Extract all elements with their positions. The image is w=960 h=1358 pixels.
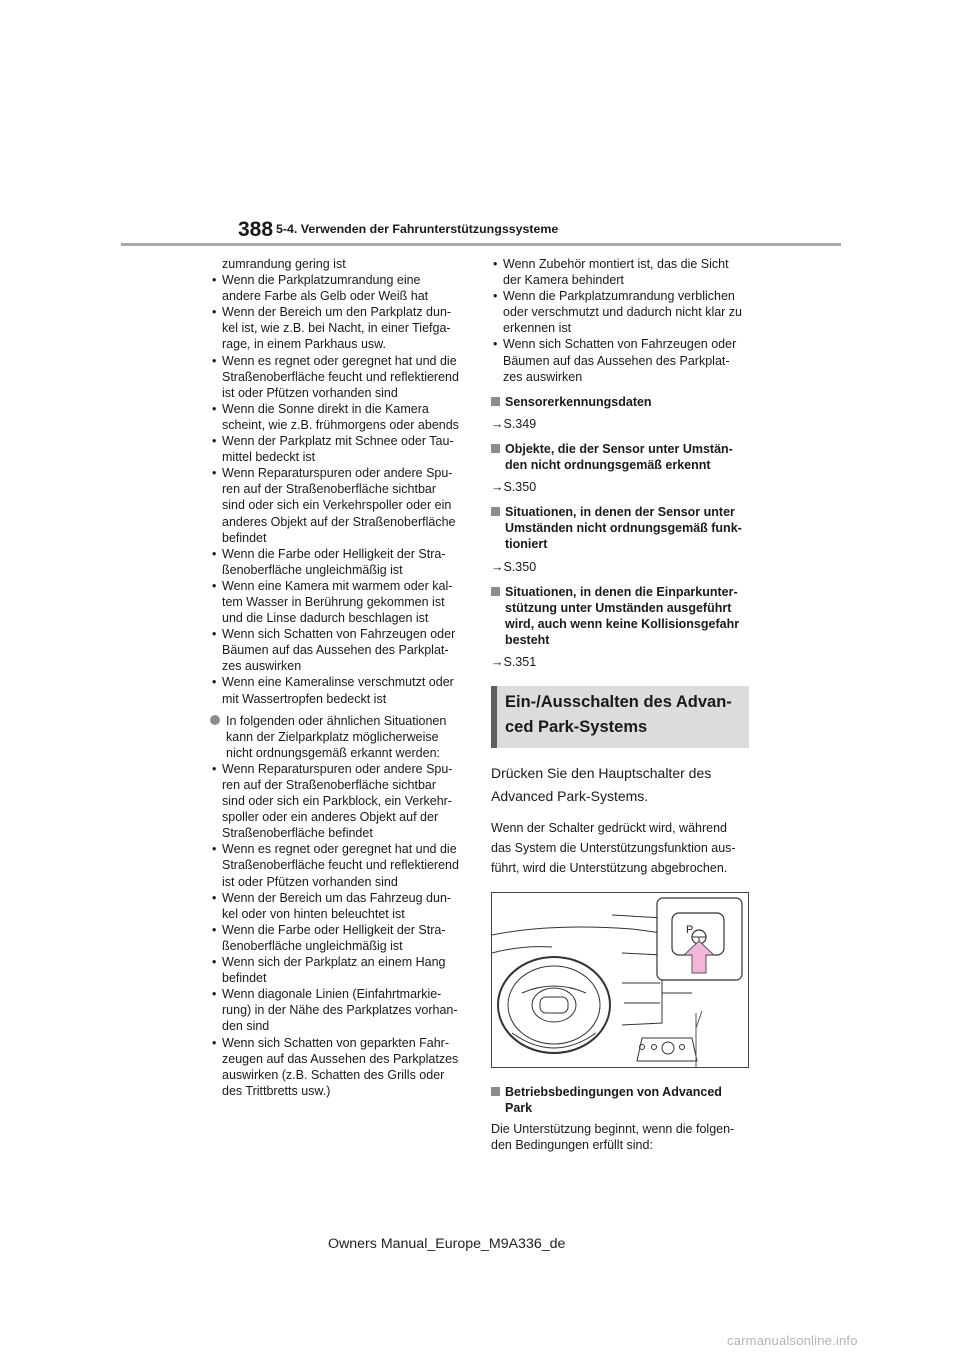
- bullet-item-continuation: ren auf der Straßenoberfläche sichtbar: [222, 482, 437, 497]
- bullet-item-continuation: kel ist, wie z.B. bei Nacht, in einer Tiefga-: [222, 321, 451, 336]
- right-column: [491, 256, 753, 1153]
- reference-heading: [491, 394, 753, 410]
- bullet-item: • Wenn Reparaturspuren oder andere Spu-: [210, 465, 472, 481]
- square-bullet-icon: [491, 507, 500, 516]
- bullet-item-continuation: der Kamera behindert: [503, 273, 624, 288]
- bullet-list-b: [210, 761, 472, 1099]
- bullet-item-continuation: auswirken (z.B. Schatten des Grills oder: [222, 1067, 445, 1082]
- square-bullet-icon: [491, 1087, 500, 1096]
- bullet-item: • Wenn eine Kameralinse verschmutzt oder: [210, 674, 472, 690]
- bullet-item: • Wenn diagonale Linien (Einfahrtmarkie-: [210, 986, 472, 1002]
- dashboard-illustration: [491, 892, 749, 1068]
- reference-heading-line: besteht: [505, 632, 550, 647]
- reference-heading-line: wird, auch wenn keine Kollisionsgefahr: [505, 616, 740, 631]
- bullet-item-continuation: mittel bedeckt ist: [222, 450, 316, 465]
- bullet-item: • Wenn eine Kamera mit warmem oder kal-: [210, 578, 472, 594]
- bullet-item-continuation: Straßenoberfläche feucht und reflektierend: [222, 369, 459, 384]
- bullet-item: • Wenn sich Schatten von geparkten Fahr-: [210, 1035, 472, 1051]
- bullet-list-a: [210, 272, 472, 707]
- bullet-item-continuation: zeugen auf das Aussehen des Parkplatzes: [222, 1051, 459, 1066]
- operating-conditions-heading: [491, 1084, 753, 1116]
- circle-bullet-icon: [210, 715, 220, 725]
- bullet-item: • Wenn die Parkplatzumrandung eine: [210, 272, 472, 288]
- square-bullet-icon: [491, 397, 500, 406]
- bullet-item-continuation: ßenoberfläche ungleichmäßig ist: [222, 562, 403, 577]
- bullet-item-continuation: ist oder Pfützen vorhanden sind: [222, 385, 398, 400]
- bullet-item-continuation: tem Wasser in Berührung gekommen ist: [222, 594, 445, 609]
- operating-text-line-2: den Bedingungen erfüllt sind:: [491, 1137, 653, 1152]
- bullet-item: • Wenn Reparaturspuren oder andere Spu-: [210, 761, 472, 777]
- bullet-item-continuation: zes auswirken: [222, 659, 302, 674]
- reference-heading: [491, 584, 753, 648]
- reference-heading-line: Sensorerkennungsdaten: [505, 394, 652, 409]
- dashboard-drawing: [492, 893, 748, 1067]
- footer-manual-id: Owners Manual_Europe_M9A336_de: [328, 1236, 566, 1252]
- bullet-item-continuation: scheint, wie z.B. frühmorgens oder abends: [222, 417, 459, 432]
- circle-item: [210, 713, 472, 761]
- left-column: [210, 256, 472, 1099]
- bullet-item: • Wenn es regnet oder geregnet hat und die: [210, 841, 472, 857]
- note-line-2: das System die Unterstützungsfunktion aus-: [491, 841, 736, 856]
- watermark: carmanualsonline.info: [727, 1333, 858, 1348]
- reference-heading-line: Situationen, in denen die Einparkunter-: [505, 584, 738, 599]
- step-line-2: Advanced Park-Systems.: [491, 788, 649, 805]
- reference-heading-line: tioniert: [505, 537, 548, 552]
- reference-heading: [491, 441, 753, 473]
- note-line-3: führt, wird die Unterstützung abgebrochen.: [491, 861, 728, 876]
- reference-heading-line: Situationen, in denen der Sensor unter: [505, 505, 735, 520]
- note-line-1: Wenn der Schalter gedrückt wird, während: [491, 821, 727, 836]
- bullet-item: • Wenn die Farbe oder Helligkeit der Stra-: [210, 922, 472, 938]
- intro-line: zumrandung gering ist: [222, 257, 346, 271]
- bullet-item: • Wenn der Parkplatz mit Schnee oder Tau-: [210, 433, 472, 449]
- bullet-item-continuation: befindet: [222, 530, 267, 545]
- reference-heading-line: den nicht ordnungsgemäß erkennt: [505, 458, 711, 473]
- bullet-item-continuation: Straßenoberfläche feucht und reflektierend: [222, 858, 459, 873]
- header-rule: [121, 243, 841, 246]
- bullet-item-continuation: befindet: [222, 971, 267, 986]
- circle-item-line: In folgenden oder ähnlichen Situationen: [226, 713, 447, 728]
- reference-heading: [491, 504, 753, 552]
- bullet-item-continuation: sind oder sich ein Verkehrspoller oder ein: [222, 498, 452, 513]
- bullet-item-continuation: rung) in der Nähe des Parkplatzes vorhan-: [222, 1003, 458, 1018]
- bullet-item-continuation: ren auf der Straßenoberfläche sichtbar: [222, 778, 437, 792]
- operating-text-line-1: Die Unterstützung beginnt, wenn die folgen-: [491, 1122, 735, 1137]
- page-reference-link[interactable]: →S.351: [491, 654, 537, 669]
- bullet-item-continuation: zes auswirken: [503, 369, 583, 384]
- page-number: 388: [238, 218, 274, 241]
- bullet-item-continuation: ist oder Pfützen vorhanden sind: [222, 874, 398, 889]
- bullet-item: • Wenn die Farbe oder Helligkeit der Stra-: [210, 546, 472, 562]
- section-heading-box: [491, 686, 749, 748]
- page-reference-link[interactable]: →S.350: [491, 559, 537, 574]
- bullet-item: • Wenn der Bereich um das Fahrzeug dun-: [210, 890, 472, 906]
- bullet-item-continuation: kel oder von hinten beleuchtet ist: [222, 906, 405, 921]
- bullet-list-right: [491, 256, 753, 385]
- chapter-title: 5-4. Verwenden der Fahrunterstützungssysteme: [276, 222, 559, 236]
- bullet-item-continuation: Bäumen auf das Aussehen des Parkplat-: [503, 353, 730, 368]
- section-title-line-2: ced Park-Systems: [505, 718, 648, 737]
- operating-heading-line-2: Park: [505, 1101, 533, 1116]
- bullet-item-continuation: und die Linse dadurch beschlagen ist: [222, 611, 429, 626]
- note-paragraph: [491, 818, 753, 878]
- bullet-item-continuation: anderes Objekt auf der Straßenoberfläche: [222, 514, 456, 529]
- reference-list: [491, 394, 753, 670]
- square-bullet-icon: [491, 587, 500, 596]
- bullet-item: • Wenn Zubehör montiert ist, das die Sicht: [491, 256, 753, 272]
- step-instruction: [491, 762, 753, 808]
- bullet-item: • Wenn die Parkplatzumrandung verblichen: [491, 288, 753, 304]
- section-title-line-1: Ein-/Ausschalten des Advan-: [505, 693, 732, 712]
- bullet-item-continuation: andere Farbe als Gelb oder Weiß hat: [222, 289, 429, 304]
- reference-heading-line: Umständen nicht ordnungsgemäß funk-: [505, 521, 742, 536]
- bullet-item-continuation: Straßenoberfläche befindet: [222, 826, 373, 841]
- bullet-item: • Wenn sich der Parkplatz an einem Hang: [210, 954, 472, 970]
- operating-heading-line-1: Betriebsbedingungen von Advanced: [505, 1085, 722, 1100]
- square-bullet-icon: [491, 444, 500, 453]
- bullet-item: • Wenn sich Schatten von Fahrzeugen oder: [491, 336, 753, 352]
- operating-conditions-text: [491, 1122, 753, 1153]
- bullet-item-continuation: Bäumen auf das Aussehen des Parkplat-: [222, 643, 449, 658]
- circle-item-line: nicht ordnungsgemäß erkannt werden:: [226, 745, 441, 760]
- bullet-item: • Wenn der Bereich um den Parkplatz dun-: [210, 304, 472, 320]
- bullet-item: • Wenn sich Schatten von Fahrzeugen oder: [210, 626, 472, 642]
- bullet-item-continuation: mit Wassertropfen bedeckt ist: [222, 691, 387, 706]
- page-reference-link[interactable]: →S.350: [491, 480, 537, 495]
- circle-item-text: [226, 713, 472, 761]
- bullet-item-continuation: des Trittbretts usw.): [222, 1083, 331, 1098]
- park-switch-label: P: [686, 924, 694, 937]
- page-reference-link[interactable]: →S.349: [491, 416, 537, 431]
- circle-item-line: kann der Zielparkplatz möglicherweise: [226, 729, 439, 744]
- bullet-item-continuation: den sind: [222, 1019, 270, 1034]
- bullet-item-continuation: oder verschmutzt und dadurch nicht klar zu: [503, 305, 743, 320]
- reference-heading-line: Objekte, die der Sensor unter Umstän-: [505, 441, 733, 456]
- bullet-item-continuation: erkennen ist: [503, 321, 572, 336]
- bullet-item-continuation: sind oder sich ein Parkblock, ein Verkehr-: [222, 794, 452, 809]
- bullet-item: • Wenn die Sonne direkt in die Kamera: [210, 401, 472, 417]
- step-line-1: Drücken Sie den Hauptschalter des: [491, 765, 712, 782]
- bullet-item-continuation: rage, in einem Parkhaus usw.: [222, 337, 386, 352]
- bullet-item: • Wenn es regnet oder geregnet hat und die: [210, 353, 472, 369]
- reference-heading-line: stützung unter Umständen ausgeführt: [505, 600, 732, 615]
- bullet-item-continuation: ßenoberfläche ungleichmäßig ist: [222, 938, 403, 953]
- bullet-item-continuation: spoller oder ein anderes Objekt auf der: [222, 810, 439, 825]
